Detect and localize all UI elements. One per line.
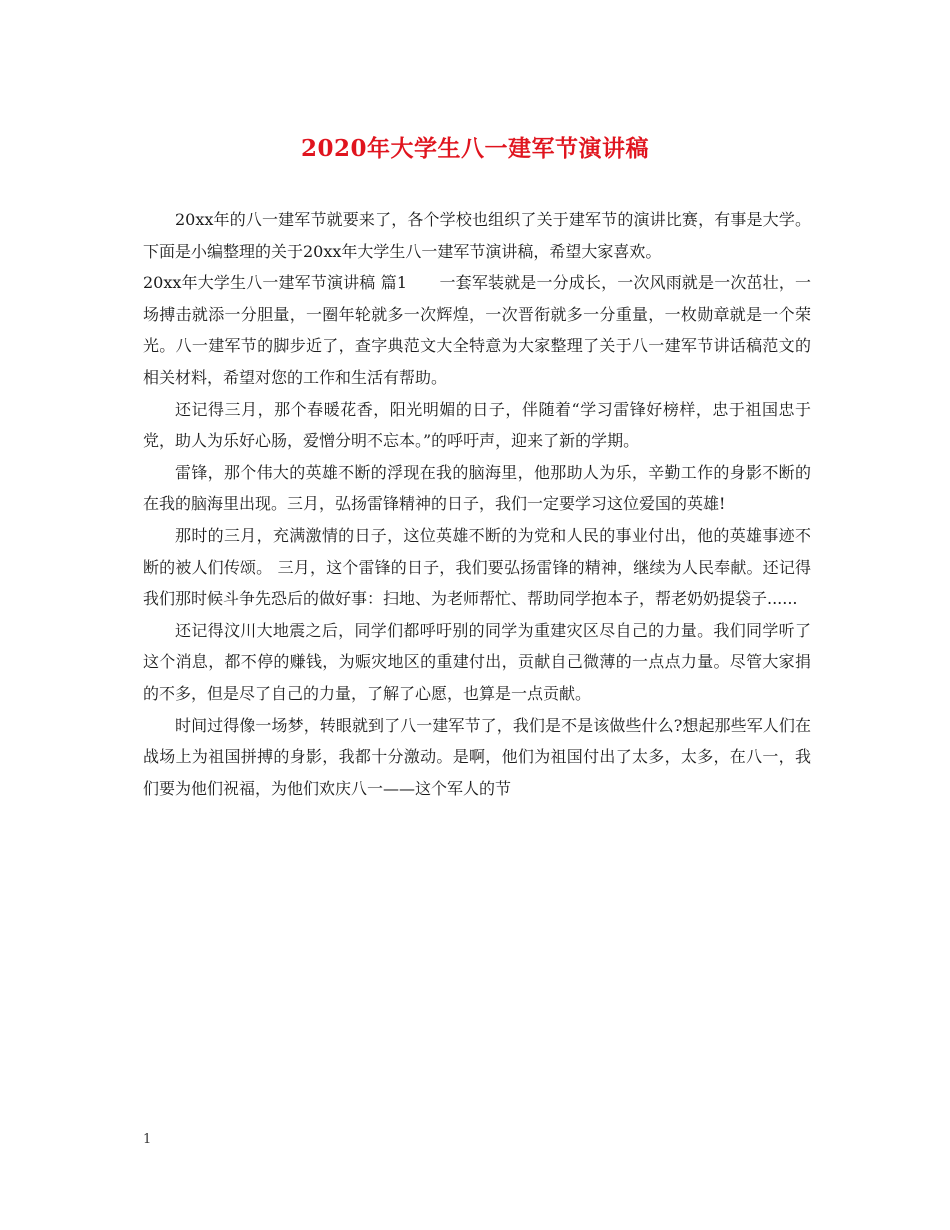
document-body <box>143 204 811 804</box>
paragraph-intro: 20xx年的八一建军节就要来了，各个学校也组织了关于建军节的演讲比赛，有事是大学。下面是小编整理的关于20xx年大学生八一建军节演讲稿，希望大家喜欢。 <box>143 210 811 261</box>
paragraph-good-deeds: 那时的三月，充满激情的日子，这位英雄不断的为党和人民的事业付出，他的英雄事迹不断的被人们传颂。 三月，这个雷锋的日子，我们要弘扬雷锋的精神，继续为人民奉献。还记得我们那时候斗争先恐后的做好事：扫地、为老师帮忙、帮助同学抱本子，帮老奶奶提袋子...... <box>143 525 811 609</box>
paragraph-army-day: 时间过得像一场梦，转眼就到了八一建军节了，我们是不是该做些什么?想起那些军人们在战场上为祖国拼搏的身影，我都十分激动。是啊，他们为祖国付出了太多，太多，在八一，我们要为他们祝福，为他们欢庆八一——这个军人的节 <box>143 715 811 798</box>
paragraph-march-memory: 还记得三月，那个春暖花香，阳光明媚的日子，伴随着“学习雷锋好榜样，忠于祖国忠于党，助人为乐好心肠，爱憎分明不忘本。”的呼吁声，迎来了新的学期。 <box>143 399 811 451</box>
document-title: 2020年大学生八一建军节演讲稿 <box>300 135 649 162</box>
paragraph-earthquake: 还记得汶川大地震之后，同学们都呼吁别的同学为重建灾区尽自己的力量。我们同学听了这个消息，都不停的赚钱，为赈灾地区的重建付出，贡献自己微薄的一点点力量。尽管大家捐的不多，但是尽了自己的力量，了解了心愿，也算是一点贡献。 <box>143 620 811 703</box>
page-number: 1 <box>143 1132 152 1147</box>
paragraph-section-1: 20xx年大学生八一建军节演讲稿 篇1 一套军装就是一分成长，一次风雨就是一次茁壮，一场搏击就添一分胆量，一圈年轮就多一次辉煌，一次晋衔就多一分重量，一枚勋章就是一个荣光。八一建军节的脚步近了，查字典范文大全特意为大家整理了关于八一建军节讲话稿范文的相关材料，希望对您的工作和生活有帮助。 <box>143 273 811 387</box>
paragraph-lei-feng: 雷锋，那个伟大的英雄不断的浮现在我的脑海里，他那助人为乐，辛勤工作的身影不断的在我的脑海里出现。三月，弘扬雷锋精神的日子，我们一定要学习这位爱国的英雄! <box>143 462 811 514</box>
